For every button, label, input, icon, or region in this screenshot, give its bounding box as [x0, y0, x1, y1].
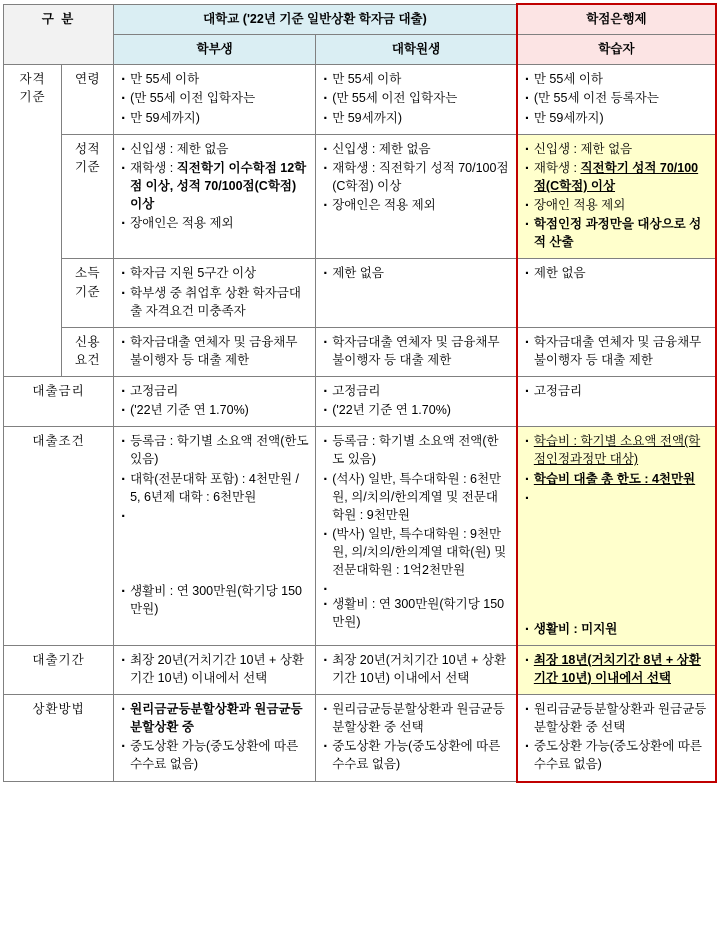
- table-row-age: [4, 65, 717, 134]
- cell-age-undergrad: [114, 65, 316, 134]
- rowlabel-conditions: 대출조건: [4, 427, 114, 646]
- cond-grad-spacer: [322, 580, 510, 594]
- rowlabel-credit-req: 신용 요건: [62, 327, 114, 376]
- repay-uni-note: · 중도상환 가능(중도상환에 따른 수수료 없음): [120, 737, 309, 773]
- cond-credit-line1: · 학습비 : 학기별 소요액 전액(학점인정과정만 대상): [524, 432, 709, 468]
- cell-rate-grad: [316, 377, 517, 427]
- cell-period-grad: [316, 645, 517, 694]
- period-grad-line1: · 최장 20년(거치기간 10년 + 상환기간 10년) 이내에서 선택: [322, 651, 510, 687]
- cell-conditions-grad: [316, 427, 517, 646]
- cell-age-grad: [316, 65, 517, 134]
- creditreq-grad-line1: · 학자금대출 연체자 및 금융채무불이행자 등 대출 제한: [322, 333, 510, 369]
- cell-repayment-grad: [316, 695, 517, 782]
- grade-credit-note1: · 장애인 적용 제외: [524, 196, 709, 214]
- income-credit-line1: · 제한 없음: [524, 264, 709, 282]
- rowlabel-qualification: 자격 기준: [4, 65, 62, 377]
- table-row-income: [4, 259, 717, 327]
- age-uni-line1: · 만 55세 이하: [120, 70, 309, 88]
- cell-period-undergrad: [114, 645, 316, 694]
- grade-credit-current-bold: 직전학기 성적 70/100점(C학점) 이상: [533, 160, 699, 193]
- cond-grad-note2: · (박사) 일반, 특수대학원 : 9천만원, 의/치의/한의계열 대학(원) 및 전문대학원 : 1억2천만원: [322, 525, 510, 579]
- cell-income-grad: [316, 259, 517, 327]
- rowlabel-repayment: 상환방법: [4, 695, 114, 782]
- rate-grad-line1: · 고정금리: [322, 382, 510, 400]
- cell-age-credit: [517, 65, 716, 134]
- repay-grad-main: · 원리금균등분할상환과 원금균등분할상환 중 선택: [322, 700, 510, 736]
- cell-rate-credit: [517, 377, 716, 427]
- grade-uni-current: · 재학생 : 직전학기 이수학점 12학점 이상, 성적 70/100점(C학점) 이상: [120, 159, 309, 213]
- header-credit-bank: 학점은행제: [517, 4, 716, 35]
- cond-uni-line1: · 등록금 : 학기별 소요액 전액(한도 있음): [120, 432, 309, 468]
- header-gubun: 구 분: [4, 4, 114, 65]
- grade-credit-current: · 재학생 : 직전학기 성적 70/100점(C학점) 이상: [524, 159, 709, 195]
- age-grad-line1: · 만 55세 이하: [322, 70, 510, 88]
- cell-grade-undergrad: [114, 134, 316, 259]
- cond-grad-last: · 생활비 : 연 300만원(학기당 150만원): [322, 595, 510, 631]
- age-credit-line2: · (만 55세 이전 등록자는: [524, 89, 709, 107]
- creditreq-uni-line1: · 학자금대출 연체자 및 금융채무불이행자 등 대출 제한: [120, 333, 309, 369]
- table-row-credit-req: [4, 327, 717, 376]
- income-grad-line1: · 제한 없음: [322, 264, 510, 282]
- age-credit-line1: · 만 55세 이하: [524, 70, 709, 88]
- grade-grad-note: · 장애인은 적용 제외: [322, 196, 510, 214]
- grade-grad-current: · 재학생 : 직전학기 성적 70/100점(C학점) 이상: [322, 159, 510, 195]
- grade-grad-new: · 신입생 : 제한 없음: [322, 140, 510, 158]
- table-row-repayment: [4, 695, 717, 782]
- rowlabel-rate: 대출금리: [4, 377, 114, 427]
- period-uni-line1: · 최장 20년(거치기간 10년 + 상환기간 10년) 이내에서 선택: [120, 651, 309, 687]
- header-university: 대학교 ('22년 기준 일반상환 학자금 대출): [114, 4, 517, 35]
- cond-grad-note1: · (석사) 일반, 특수대학원 : 6천만원, 의/치의/한의계열 및 전문대학원 : 9천만원: [322, 470, 510, 524]
- cond-credit-note: · 학습비 대출 총 한도 : 4천만원: [524, 470, 709, 488]
- grade-uni-current-bold: 직전학기 이수학점 12학점 이상, 성적 70/100점(C학점) 이상: [130, 160, 307, 211]
- table-row-conditions: [4, 427, 717, 646]
- cell-income-undergrad: [114, 259, 316, 327]
- rowlabel-period: 대출기간: [4, 645, 114, 694]
- rowlabel-income: 소득 기준: [62, 259, 114, 327]
- cell-income-credit: [517, 259, 716, 327]
- cell-creditreq-credit: [517, 327, 716, 376]
- cell-repayment-undergrad: [114, 695, 316, 782]
- header-undergrad: 학부생: [114, 35, 316, 65]
- cond-uni-note: · 대학(전문대학 포함) : 4천만원 / 5, 6년제 대학 : 6천만원: [120, 470, 309, 506]
- age-uni-line3: · 만 59세까지): [120, 109, 309, 127]
- cond-grad-line1: · 등록금 : 학기별 소요액 전액(한도 있음): [322, 432, 510, 468]
- repay-uni-main: · 원리금균등분할상환과 원금균등분할상환 중: [120, 700, 309, 736]
- cell-period-credit: [517, 645, 716, 694]
- income-uni-line1: · 학자금 지원 5구간 이상: [120, 264, 309, 282]
- age-uni-line2: · (만 55세 이전 입학자는: [120, 89, 309, 107]
- cell-creditreq-undergrad: [114, 327, 316, 376]
- age-grad-line2: · (만 55세 이전 입학자는: [322, 89, 510, 107]
- repay-credit-note: · 중도상환 가능(중도상환에 따른 수수료 없음): [524, 737, 709, 773]
- cell-repayment-credit: [517, 695, 716, 782]
- rowlabel-age: 연령: [62, 65, 114, 134]
- cond-credit-last: · 생활비 : 미지원: [524, 620, 709, 638]
- cell-grade-grad: [316, 134, 517, 259]
- cond-uni-spacer: [120, 507, 309, 581]
- cell-conditions-undergrad: [114, 427, 316, 646]
- table-row-period: [4, 645, 717, 694]
- rate-credit-line1: · 고정금리: [524, 382, 709, 400]
- rate-uni-line1: · 고정금리: [120, 382, 309, 400]
- repay-credit-main: · 원리금균등분할상환과 원금균등분할상환 중 선택: [524, 700, 709, 736]
- header-learner: 학습자: [517, 35, 716, 65]
- cell-rate-undergrad: [114, 377, 316, 427]
- grade-uni-note: · 장애인은 적용 제외: [120, 214, 309, 232]
- age-grad-line3: · 만 59세까지): [322, 109, 510, 127]
- cell-conditions-credit: [517, 427, 716, 646]
- cell-grade-credit: [517, 134, 716, 259]
- rate-grad-line2: · ('22년 기준 연 1.70%): [322, 401, 510, 419]
- creditreq-credit-line1: · 학자금대출 연체자 및 금융채무불이행자 등 대출 제한: [524, 333, 709, 369]
- table-row-rate: [4, 377, 717, 427]
- table-row-grade: [4, 134, 717, 259]
- rate-uni-line2: · ('22년 기준 연 1.70%): [120, 401, 309, 419]
- income-uni-note: · 학부생 중 취업후 상환 학자금대출 자격요건 미충족자: [120, 284, 309, 320]
- age-credit-line3: · 만 59세까지): [524, 109, 709, 127]
- cell-creditreq-grad: [316, 327, 517, 376]
- grade-uni-new: · 신입생 : 제한 없음: [120, 140, 309, 158]
- grade-credit-new: · 신입생 : 제한 없음: [524, 140, 709, 158]
- header-grad: 대학원생: [316, 35, 517, 65]
- rowlabel-grade: 성적 기준: [62, 134, 114, 259]
- table-header-row-1: [4, 4, 717, 35]
- cond-credit-spacer: [524, 489, 709, 619]
- cond-uni-last: · 생활비 : 연 300만원(학기당 150만원): [120, 582, 309, 618]
- period-credit-line1: · 최장 18년(거치기간 8년 + 상환기간 10년) 이내에서 선택: [524, 651, 709, 687]
- grade-credit-note2: · 학점인정 과정만을 대상으로 성적 산출: [524, 215, 709, 251]
- loan-comparison-table: [3, 3, 717, 783]
- repay-grad-note: · 중도상환 가능(중도상환에 따른 수수료 없음): [322, 737, 510, 773]
